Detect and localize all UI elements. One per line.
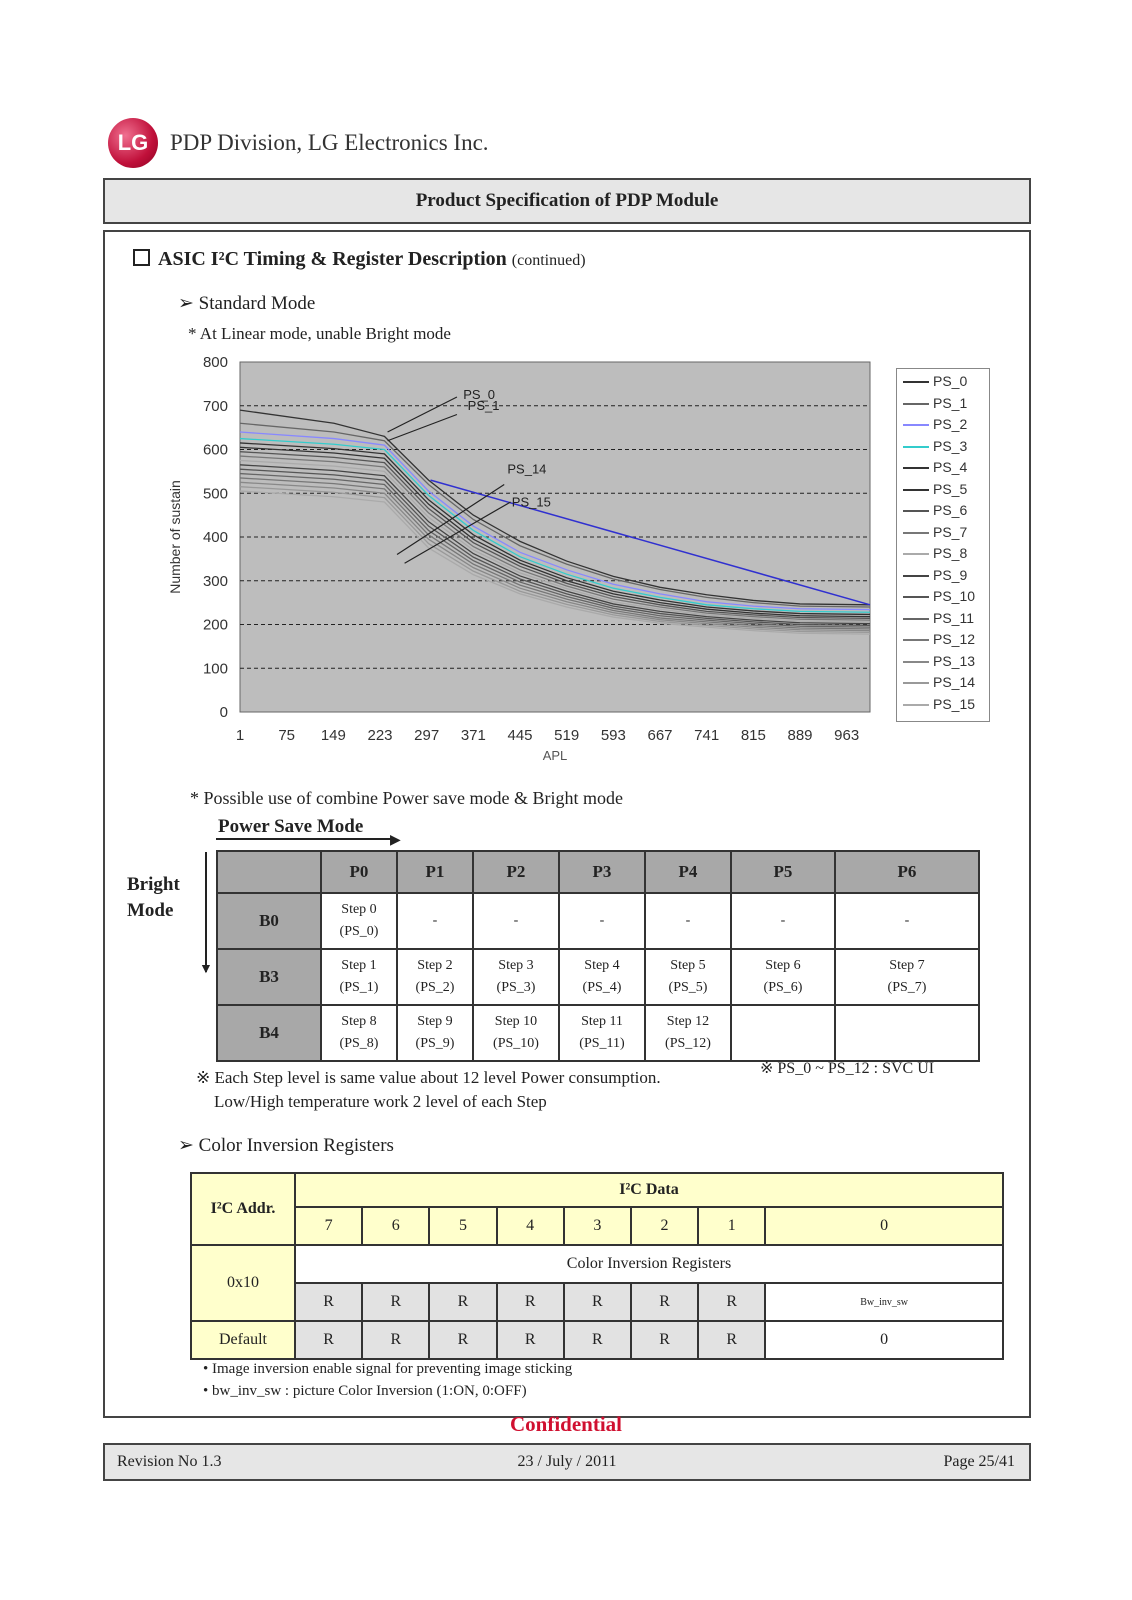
legend-label: PS_7 — [933, 523, 968, 540]
x-tick-label: 963 — [834, 727, 860, 744]
y-tick-label: 300 — [202, 572, 228, 590]
table-row — [217, 1005, 979, 1061]
bright-mode-label — [127, 872, 180, 924]
annotation-label: PS_15 — [511, 494, 551, 510]
x-tick-label: 519 — [554, 727, 580, 744]
row-header: B0 — [217, 893, 321, 949]
col-header: P6 — [835, 851, 979, 893]
power-save-mode-label: Power Save Mode — [218, 816, 364, 837]
legend-item — [903, 674, 975, 690]
col-header: P3 — [559, 851, 645, 893]
reg-bit: R — [631, 1283, 698, 1321]
legend-item — [903, 416, 967, 432]
x-tick-label: 667 — [647, 727, 673, 744]
table-cell: - — [835, 893, 979, 949]
legend-item — [903, 502, 967, 518]
bit-header: 1 — [698, 1207, 765, 1245]
bright-label-line2: Mode — [127, 900, 174, 921]
legend-item — [903, 459, 967, 475]
bit-header: 6 — [362, 1207, 429, 1245]
svc-note: ※ PS_0 ~ PS_12 : SVC UI — [760, 1060, 935, 1077]
step-label: Step 0 — [341, 902, 377, 917]
legend-swatch — [903, 532, 929, 534]
reg-bit: Bw_inv_sw — [765, 1283, 1003, 1321]
legend-label: PS_8 — [933, 545, 968, 561]
legend-item — [903, 696, 975, 712]
legend-swatch — [903, 553, 929, 555]
legend-item — [903, 373, 967, 389]
step-label: Step 9 — [417, 1014, 453, 1029]
annotation-label: PS_0 — [463, 387, 496, 403]
legend-label: PS_6 — [933, 502, 968, 518]
bullet-list — [203, 1358, 572, 1402]
legend-label: PS_15 — [933, 695, 976, 712]
arrow-bullet-icon: ➢ — [178, 293, 199, 314]
legend-swatch — [903, 639, 929, 641]
default-bit: R — [497, 1321, 564, 1359]
x-tick-label: 75 — [278, 727, 296, 744]
legend-label: PS_0 — [933, 373, 968, 389]
default-bit: 0 — [765, 1321, 1003, 1359]
reg-bit: R — [564, 1283, 631, 1321]
table-row — [217, 949, 979, 1005]
confidential-label: Confidential — [509, 1412, 622, 1436]
reg-bit: R — [362, 1283, 429, 1321]
default-bit: R — [295, 1321, 362, 1359]
bit-header: 3 — [564, 1207, 631, 1245]
legend-swatch — [903, 446, 929, 448]
table-cell — [321, 893, 397, 949]
revision-number: Revision No 1.3 — [117, 1453, 222, 1470]
legend-item — [903, 481, 967, 497]
addr-cell: 0x10 — [191, 1245, 295, 1321]
legend-swatch — [903, 381, 929, 383]
chart-legend — [896, 368, 990, 722]
table-row — [191, 1207, 1003, 1245]
default-bit: R — [429, 1321, 496, 1359]
step-label: Step 6 — [765, 958, 801, 973]
col-header: P4 — [645, 851, 731, 893]
ps-label: (PS_10) — [493, 1036, 539, 1051]
legend-swatch — [903, 467, 929, 469]
ps-label: (PS_7) — [887, 980, 927, 995]
table-cell — [397, 1005, 473, 1061]
legend-label: PS_9 — [933, 566, 968, 583]
power-save-arrow — [216, 838, 396, 840]
legend-swatch — [903, 489, 929, 491]
arrow-right-icon: ▶ — [390, 833, 401, 848]
standard-mode-heading — [178, 292, 315, 315]
step-label: Step 3 — [498, 958, 534, 973]
table-cell: - — [473, 893, 559, 949]
reg-bit: R — [698, 1283, 765, 1321]
step-label: Step 12 — [666, 1014, 710, 1029]
data-header: I²C Data — [295, 1173, 1003, 1207]
table-cell — [321, 949, 397, 1005]
legend-swatch — [903, 575, 929, 577]
table-cell — [835, 949, 979, 1005]
table-row — [191, 1245, 1003, 1283]
reg-bit: R — [295, 1283, 362, 1321]
step-label: Step 1 — [341, 958, 377, 973]
ps-label: (PS_11) — [579, 1036, 625, 1051]
y-tick-label: 500 — [202, 485, 228, 503]
table-row — [191, 1321, 1003, 1359]
register-name: Color Inversion Registers — [295, 1245, 1003, 1283]
table-header-row — [217, 851, 979, 893]
table-cell — [321, 1005, 397, 1061]
y-tick-label: 800 — [202, 354, 228, 371]
table-cell: - — [645, 893, 731, 949]
step-label: Step 11 — [581, 1014, 623, 1029]
default-label: Default — [191, 1321, 295, 1359]
bullet-item: • bw_inv_sw : picture Color Inversion (1:ON, 0:OFF) — [203, 1383, 527, 1399]
y-tick-label: 700 — [202, 397, 228, 415]
table-row — [191, 1283, 1003, 1321]
table-cell — [645, 1005, 731, 1061]
legend-swatch — [903, 596, 929, 598]
bright-label-line1: Bright — [127, 874, 180, 895]
step-label: Step 4 — [584, 958, 620, 973]
bit-header: 2 — [631, 1207, 698, 1245]
legend-item — [903, 653, 975, 669]
y-tick-label: 100 — [202, 660, 228, 678]
x-tick-label: 889 — [787, 727, 813, 744]
y-tick-label: 400 — [202, 529, 228, 546]
legend-label: PS_14 — [933, 674, 976, 690]
x-tick-label: 815 — [740, 727, 766, 744]
row-header: B3 — [217, 949, 321, 1005]
x-tick-label: 223 — [367, 727, 393, 744]
legend-label: PS_4 — [933, 459, 968, 475]
bullet-item: • Image inversion enable signal for preventing image sticking — [203, 1361, 573, 1377]
legend-label: PS_10 — [933, 588, 976, 604]
corner-cell — [217, 851, 321, 893]
x-tick-label: 297 — [414, 727, 440, 744]
legend-swatch — [903, 682, 929, 684]
table-cell — [835, 1005, 979, 1061]
each-step-line1: ※ Each Step level is same value about 12 level Power consumption. — [196, 1068, 661, 1087]
linear-mode-note: * At Linear mode, unable Bright mode — [188, 324, 451, 343]
col-header: P2 — [473, 851, 559, 893]
ps-label: (PS_4) — [582, 980, 622, 995]
legend-item — [903, 545, 967, 561]
reg-bit: R — [429, 1283, 496, 1321]
color-inversion-text: Color Inversion Registers — [198, 1135, 394, 1156]
x-tick-label: 149 — [320, 727, 346, 744]
section-title — [133, 248, 586, 271]
ps-label: (PS_0) — [339, 924, 379, 939]
table-cell — [645, 949, 731, 1005]
bit-header: 0 — [765, 1207, 1003, 1245]
combine-note: * Possible use of combine Power save mode & Bright mode — [190, 788, 623, 808]
x-tick-label: 593 — [600, 727, 626, 744]
legend-label: PS_5 — [933, 480, 968, 497]
step-label: Step 7 — [889, 958, 925, 973]
checkbox-icon — [133, 249, 150, 266]
table-cell — [397, 949, 473, 1005]
step-label: Step 10 — [494, 1014, 538, 1029]
bright-mode-arrow — [205, 852, 207, 972]
legend-label: PS_1 — [933, 394, 968, 411]
legend-item — [903, 610, 974, 626]
bit-header: 7 — [295, 1207, 362, 1245]
ps-label: (PS_2) — [415, 980, 455, 995]
table-cell — [473, 949, 559, 1005]
legend-swatch — [903, 510, 929, 512]
page-number: Page 25/41 — [943, 1453, 1015, 1470]
footer — [103, 1443, 1031, 1481]
ps-label: (PS_5) — [668, 980, 708, 995]
legend-item — [903, 524, 967, 540]
arrow-bullet-icon: ➢ — [178, 1135, 199, 1156]
table-cell — [731, 1005, 835, 1061]
legend-item — [903, 438, 967, 454]
x-tick-label: 445 — [507, 727, 533, 744]
doc-title: Product Specification of PDP Module — [103, 178, 1031, 224]
company-name: PDP Division, LG Electronics Inc. — [170, 130, 489, 155]
col-header: P5 — [731, 851, 835, 893]
legend-swatch — [903, 704, 929, 706]
legend-swatch — [903, 424, 929, 426]
default-bit: R — [564, 1321, 631, 1359]
annotation-label: PS_14 — [507, 461, 547, 477]
color-inversion-heading — [178, 1134, 394, 1157]
table-cell — [473, 1005, 559, 1061]
table-cell — [731, 949, 835, 1005]
sustain-chart — [160, 350, 890, 770]
x-tick-label: 1 — [235, 727, 245, 744]
color-inversion-table — [190, 1172, 1004, 1360]
y-axis-label: Number of sustain — [167, 480, 183, 594]
y-tick-label: 0 — [219, 704, 228, 721]
col-header: P0 — [321, 851, 397, 893]
col-header: P1 — [397, 851, 473, 893]
annotation-label: PS_1 — [467, 398, 500, 414]
legend-label: PS_3 — [933, 437, 968, 454]
continued-label: (continued) — [511, 252, 586, 269]
power-bright-table — [216, 850, 980, 1062]
legend-swatch — [903, 403, 929, 405]
default-bit: R — [631, 1321, 698, 1359]
table-cell: - — [397, 893, 473, 949]
default-bit: R — [698, 1321, 765, 1359]
legend-item — [903, 395, 967, 411]
x-tick-label: 371 — [460, 727, 486, 744]
y-tick-label: 600 — [202, 441, 228, 459]
table-row — [191, 1173, 1003, 1207]
each-step-note — [196, 1066, 661, 1114]
ps-label: (PS_9) — [415, 1036, 455, 1051]
arrow-down-icon: ▼ — [199, 962, 213, 977]
step-label: Step 2 — [417, 958, 453, 973]
table-cell: - — [731, 893, 835, 949]
x-tick-label: 741 — [694, 727, 720, 744]
ps-label: (PS_3) — [496, 980, 536, 995]
ps-label: (PS_1) — [339, 980, 379, 995]
doc-date: 23 / July / 2011 — [517, 1453, 617, 1470]
legend-swatch — [903, 618, 929, 620]
bit-header: 5 — [429, 1207, 496, 1245]
standard-mode-text: Standard Mode — [198, 293, 316, 314]
legend-label: PS_12 — [933, 631, 976, 647]
step-label: Step 8 — [341, 1014, 377, 1029]
legend-label: PS_13 — [933, 652, 976, 669]
default-bit: R — [362, 1321, 429, 1359]
ps-label: (PS_6) — [763, 980, 803, 995]
bit-header: 4 — [497, 1207, 564, 1245]
table-cell — [559, 1005, 645, 1061]
legend-item — [903, 631, 975, 647]
ps-label: (PS_12) — [665, 1036, 711, 1051]
row-header: B4 — [217, 1005, 321, 1061]
table-cell: - — [559, 893, 645, 949]
section-title-text: ASIC I²C Timing & Register Description — [158, 248, 507, 270]
legend-item — [903, 588, 975, 604]
each-step-line2: Low/High temperature work 2 level of each Step — [214, 1092, 547, 1111]
addr-header: I²C Addr. — [191, 1173, 295, 1245]
reg-bit: R — [497, 1283, 564, 1321]
legend-swatch — [903, 661, 929, 663]
x-axis-label: APL — [542, 748, 568, 763]
legend-item — [903, 567, 967, 583]
table-cell — [559, 949, 645, 1005]
ps-label: (PS_8) — [339, 1036, 379, 1051]
legend-label: PS_11 — [933, 609, 974, 626]
legend-label: PS_2 — [933, 416, 968, 432]
step-label: Step 5 — [670, 958, 706, 973]
y-tick-label: 200 — [202, 616, 228, 634]
lg-logo-text: LG — [117, 130, 149, 155]
table-row — [217, 893, 979, 949]
